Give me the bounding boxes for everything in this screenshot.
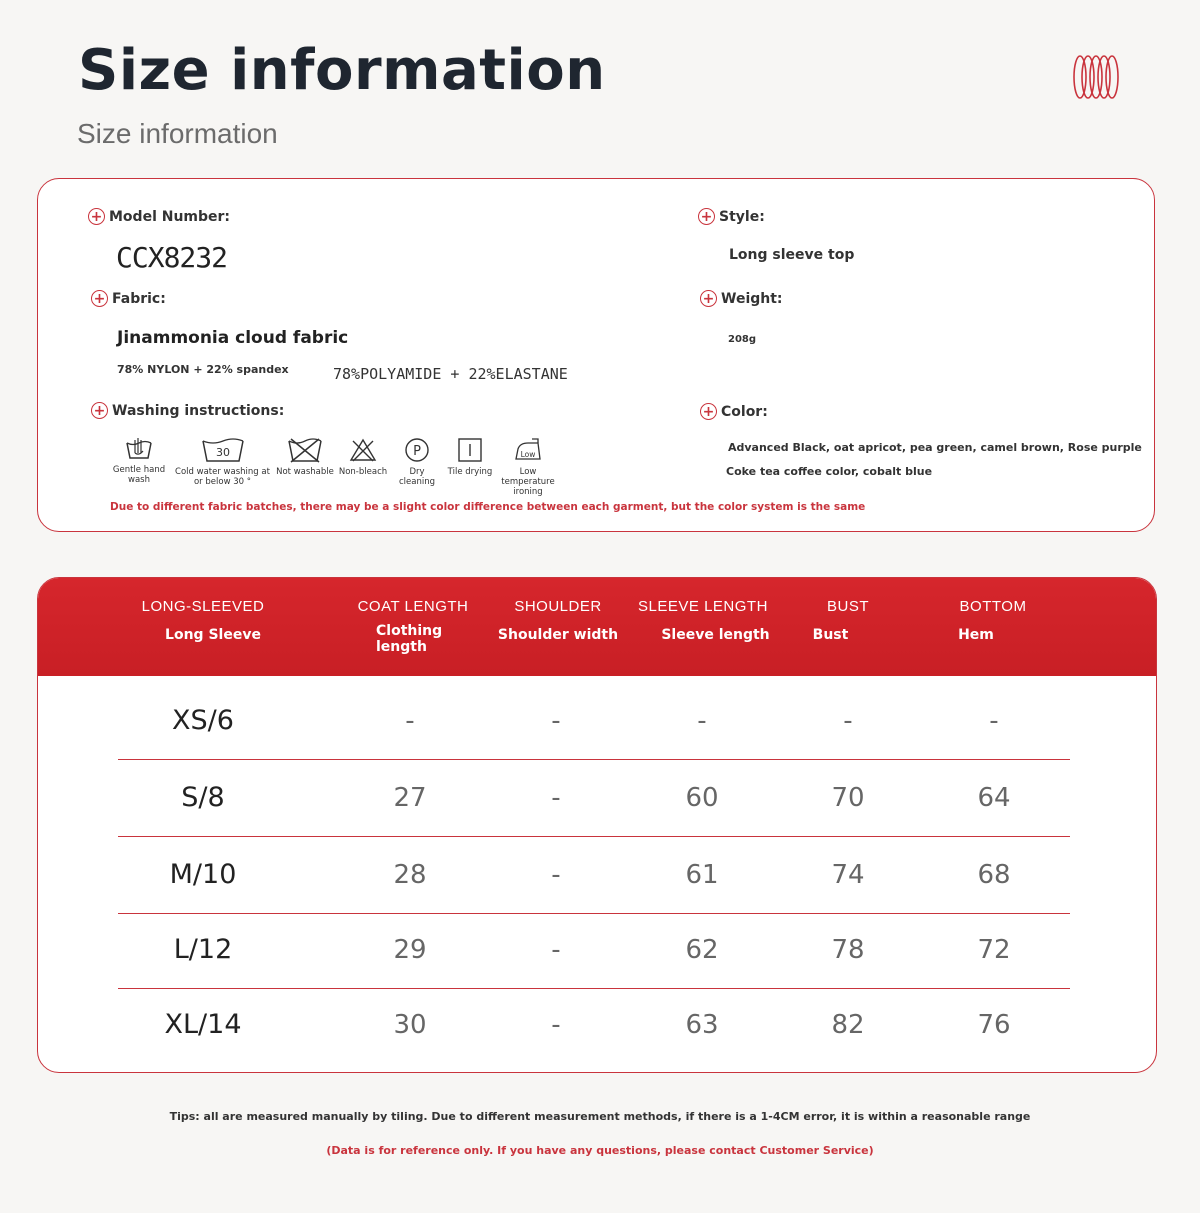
wash-item: 30 Cold water washing at or below 30 ° [170,437,275,497]
bottom-cell: 72 [977,935,1011,965]
header-bust: BUST Bust [812,598,869,643]
header-size: LONG-SLEEVED Long Sleeve [141,598,265,643]
sleeve-length-cell: 61 [685,860,719,890]
wash-item: P Dry cleaning [391,437,443,497]
plus-icon: + [91,290,108,307]
size-cell: S/8 [181,782,225,813]
header-shoulder: SHOULDER Shoulder width [497,598,619,643]
disclaimer: (Data is for reference only. If you have any questions, please contact Customer Service) [326,1144,874,1157]
no-bleach-icon [349,437,377,463]
brand-logo-icon [1070,52,1122,102]
coat-length-cell: 29 [393,935,427,965]
sleeve-length-cell: 63 [685,1010,719,1040]
size-cell: M/10 [169,859,237,890]
color-line-2: Coke tea coffee color, cobalt blue [726,465,933,478]
bust-cell: 82 [831,1010,865,1040]
fabric-composition-2: 78%POLYAMIDE + 22%ELASTANE [333,365,568,383]
coat-length-cell: - [405,706,415,736]
shoulder-cell: - [551,1010,561,1040]
bottom-cell: - [989,706,999,736]
wash-30-icon [201,437,245,463]
fabric-label: + Fabric: [91,290,166,307]
color-difference-note: Due to different fabric batches, there may be a slight color difference between each garment, but the color system is the same [110,501,866,513]
shoulder-cell: - [551,706,561,736]
table-row [118,683,1070,760]
wash-item: Not washable [275,437,335,497]
plus-icon: + [88,208,105,225]
size-cell: XL/14 [164,1009,242,1040]
fabric-value: Jinammonia cloud fabric [117,328,349,348]
size-cell: L/12 [173,934,233,965]
sleeve-length-cell: 62 [685,935,719,965]
shoulder-cell: - [551,783,561,813]
dry-clean-icon [404,437,430,463]
svg-text:Low: Low [520,450,536,459]
page-subtitle: Size information [77,118,278,149]
size-table [37,577,1157,1073]
shoulder-cell: - [551,935,561,965]
plus-icon: + [700,290,717,307]
style-label: + Style: [698,208,765,225]
wash-item: Low Low temperature ironing [497,437,559,497]
weight-label: + Weight: [700,290,783,307]
low-iron-icon [512,437,544,463]
plus-icon: + [91,402,108,419]
bust-cell: 78 [831,935,865,965]
bottom-cell: 68 [977,860,1011,890]
measurement-tip: Tips: all are measured manually by tiling. Due to different measurement methods, if there is a 1-4CM error, it is within a reasonable range [169,1110,1031,1123]
bust-cell: 70 [831,783,865,813]
weight-value: 208g [728,334,757,345]
no-wash-icon [287,437,323,463]
wash-item: Tile drying [443,437,497,497]
bust-cell: - [843,706,853,736]
hand-wash-icon [125,437,153,461]
header-coat-length: COAT LENGTH Clothing length [357,598,469,655]
table-row [118,912,1070,989]
wash-item: Non-bleach [335,437,391,497]
size-table-header [38,578,1156,676]
product-info-card [37,178,1155,532]
tile-dry-icon [457,437,483,463]
page-title: Size information [78,38,606,103]
sleeve-length-cell: 60 [685,783,719,813]
coat-length-cell: 28 [393,860,427,890]
table-row [118,987,1070,1063]
table-row [118,837,1070,914]
bottom-cell: 64 [977,783,1011,813]
plus-icon: + [700,403,717,420]
wash-item: Gentle hand wash [108,437,170,497]
coat-length-cell: 27 [393,783,427,813]
color-label: + Color: [700,403,768,420]
header-sleeve-length: SLEEVE LENGTH Sleeve length [638,598,770,643]
header-bottom: BOTTOM Hem [958,598,1027,643]
plus-icon: + [698,208,715,225]
fabric-composition-1: 78% NYLON + 22% spandex [117,363,289,376]
style-value: Long sleeve top [729,247,855,263]
svg-text:30: 30 [215,446,230,459]
model-number-value: CCX8232 [116,241,228,274]
color-line-1: Advanced Black, oat apricot, pea green, camel brown, Rose purple [728,441,1142,454]
washing-icons [108,437,559,497]
coat-length-cell: 30 [393,1010,427,1040]
shoulder-cell: - [551,860,561,890]
svg-text:P: P [413,444,421,459]
model-number-label: + Model Number: [88,208,230,225]
bottom-cell: 76 [977,1010,1011,1040]
washing-label: + Washing instructions: [91,402,284,419]
bust-cell: 74 [831,860,865,890]
size-cell: XS/6 [172,705,234,736]
table-row [118,760,1070,837]
sleeve-length-cell: - [697,706,707,736]
